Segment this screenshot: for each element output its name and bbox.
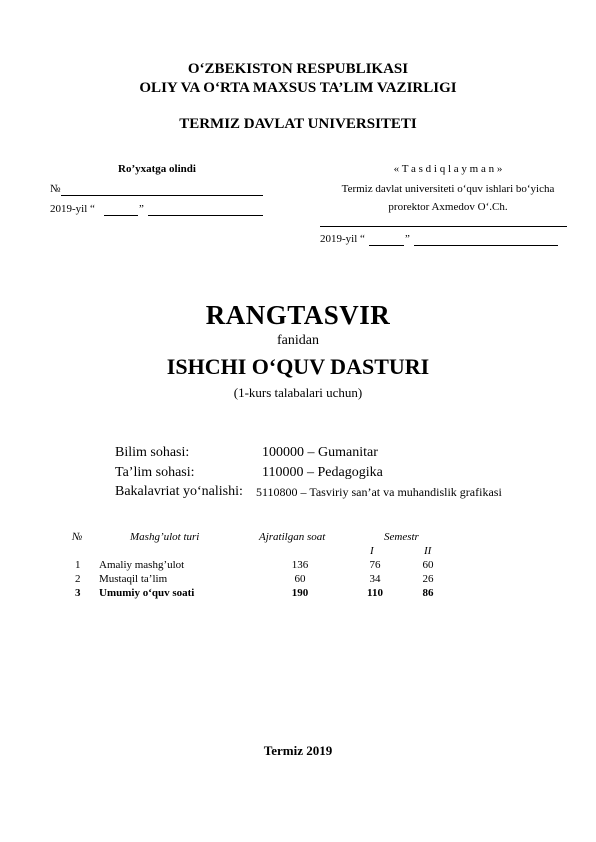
- row-sem2: 26: [422, 573, 434, 585]
- approval-month-line: [414, 245, 558, 246]
- registration-date-prefix: 2019-yil “: [50, 203, 95, 215]
- row-sem1: 76: [369, 559, 381, 571]
- registration-number: [50, 183, 61, 195]
- approve-title: « T a s d i q l a y m a n »: [393, 163, 503, 175]
- approval-day-line: [369, 245, 404, 246]
- subject-title: RANGTASVIR: [205, 300, 391, 330]
- field-of-education-value: 110000 – Pedagogika: [262, 465, 383, 480]
- place-and-year: Termiz 2019: [263, 743, 333, 758]
- field-of-knowledge-value: 100000 – Gumanitar: [262, 445, 378, 460]
- ministry-country: O‘ZBEKISTON RESPUBLIKASI: [187, 61, 409, 77]
- row-hours: 136: [291, 559, 309, 571]
- row-type: Mustaqil ta’lim: [99, 573, 168, 585]
- approval-date-mid: ”: [405, 233, 410, 245]
- table-header-number: №: [72, 531, 83, 543]
- registration-number-line: [61, 195, 263, 196]
- row-hours: 190: [291, 587, 309, 599]
- row-hours: 60: [294, 573, 306, 585]
- row-number: 1: [75, 559, 81, 571]
- field-of-knowledge-label: Bilim sohasi:: [115, 445, 190, 460]
- program-audience: (1-kurs talabalari uchun): [233, 385, 363, 400]
- row-number: 3: [75, 587, 81, 599]
- university-name: TERMIZ DAVLAT UNIVERSITETI: [179, 116, 417, 132]
- approver-name: prorektor Axmedov O‘.Ch.: [388, 201, 508, 213]
- table-header-hours: Ajratilgan soat: [259, 531, 326, 543]
- registration-month-line: [148, 215, 263, 216]
- row-sem2: 86: [422, 587, 434, 599]
- ministry-name: OLIY VA O‘RTA MAXSUS TA’LIM VAZIRLIGI: [139, 80, 457, 96]
- registered-title: Ro’yxatga olindi: [118, 163, 196, 175]
- approver-position: Termiz davlat universiteti o‘quv ishlari bo‘yicha: [341, 183, 555, 195]
- row-type: Umumiy o‘quv soati: [99, 587, 195, 599]
- row-type: Amaliy mashg’ulot: [99, 559, 185, 571]
- field-of-education-label: Ta’lim sohasi:: [115, 465, 195, 480]
- table-header-type: Mashg’ulot turi: [130, 531, 200, 543]
- approver-signature-line: [320, 226, 567, 227]
- table-header-sem2: II: [424, 545, 432, 557]
- row-number: 2: [75, 573, 81, 585]
- row-sem1: 110: [367, 587, 383, 599]
- table-header-semester: Semestr: [384, 531, 419, 543]
- row-sem2: 60: [422, 559, 434, 571]
- registration-date-mid: ”: [139, 203, 144, 215]
- approval-date-prefix: 2019-yil “: [320, 233, 365, 245]
- program-title: ISHCHI O‘QUV DASTURI: [166, 354, 430, 379]
- number-prefix: №: [50, 183, 61, 195]
- registration-day-line: [104, 215, 138, 216]
- table-header-sem1: I: [370, 545, 374, 557]
- row-sem1: 34: [369, 573, 381, 585]
- subject-suffix: fanidan: [277, 333, 319, 348]
- bachelor-direction-value: 5110800 – Tasviriy san’at va muhandislik grafikasi: [256, 485, 502, 499]
- bachelor-direction-label: Bakalavriat yo‘nalishi:: [115, 484, 243, 499]
